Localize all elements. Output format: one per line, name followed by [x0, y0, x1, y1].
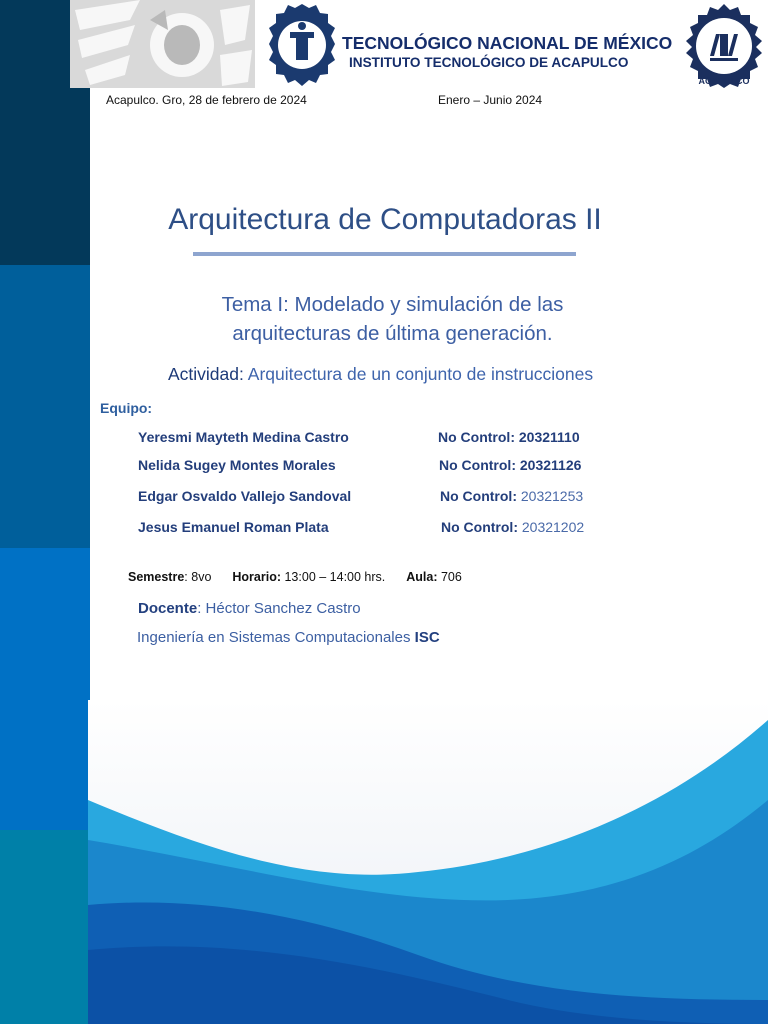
- control-number: 20321126: [519, 457, 582, 473]
- schedule-value: 13:00 – 14:00 hrs.: [284, 570, 386, 584]
- member-control: [440, 488, 583, 504]
- career-name: Ingeniería en Sistemas Computacionales: [137, 629, 411, 646]
- ita-gear-logo: [680, 4, 768, 88]
- member-name: Yeresmi Mayteth Medina Castro: [138, 429, 349, 445]
- title-underline: [193, 252, 576, 256]
- institution-name: TECNOLÓGICO NACIONAL DE MÉXICO: [342, 33, 673, 53]
- control-label: No Control:: [440, 488, 517, 504]
- control-label: No Control:: [438, 429, 515, 445]
- activity: [168, 364, 593, 385]
- classroom-label: Aula:: [406, 570, 438, 584]
- member-control: [438, 429, 580, 445]
- sidebar-stripe-blue: [0, 548, 90, 830]
- control-label: No Control:: [439, 457, 516, 473]
- schedule-label: Horario:: [232, 570, 281, 584]
- member-control: [439, 457, 581, 473]
- sidebar-stripe-mid: [0, 265, 90, 548]
- activity-label: Actividad:: [168, 364, 244, 384]
- control-number: 20321110: [518, 429, 580, 445]
- ita-logo-lettering: ACAPULCO: [698, 76, 750, 86]
- place-date: Acapulco. Gro, 28 de febrero de 2024: [106, 93, 307, 107]
- class-info: [128, 570, 462, 584]
- team-label: Equipo:: [100, 400, 153, 416]
- institute-name: INSTITUTO TECNOLÓGICO DE ACAPULCO: [349, 55, 629, 70]
- semester-value: : 8vo: [184, 570, 212, 584]
- topic-line-1: Tema I: Modelado y simulación de las: [221, 293, 564, 316]
- member-name: Jesus Emanuel Roman Plata: [138, 519, 329, 535]
- topic-line-2: arquitecturas de última generación.: [232, 322, 553, 345]
- tecnm-logo: [268, 2, 336, 88]
- teacher: [138, 600, 361, 617]
- document-title: Arquitectura de Computadoras II: [168, 203, 602, 236]
- teacher-name: : Héctor Sanchez Castro: [197, 600, 361, 617]
- member-control: [441, 519, 584, 535]
- control-number: 20321202: [521, 519, 585, 535]
- member-name: Nelida Sugey Montes Morales: [138, 457, 336, 473]
- sep-logo: [70, 0, 255, 88]
- wave-decoration: [88, 700, 768, 1024]
- member-name: Edgar Osvaldo Vallejo Sandoval: [138, 488, 352, 504]
- teacher-label: Docente: [138, 600, 198, 617]
- school-period: Enero – Junio 2024: [438, 93, 543, 107]
- topic: [150, 290, 635, 348]
- career-abbreviation: ISC: [414, 629, 440, 646]
- control-number: 20321253: [520, 488, 584, 504]
- career: [137, 629, 440, 646]
- semester-label: Semestre: [128, 570, 185, 584]
- control-label: No Control:: [441, 519, 518, 535]
- classroom-value: 706: [440, 570, 462, 584]
- activity-value: Arquitectura de un conjunto de instrucciones: [247, 364, 594, 384]
- sidebar-stripe-teal: [0, 830, 90, 1024]
